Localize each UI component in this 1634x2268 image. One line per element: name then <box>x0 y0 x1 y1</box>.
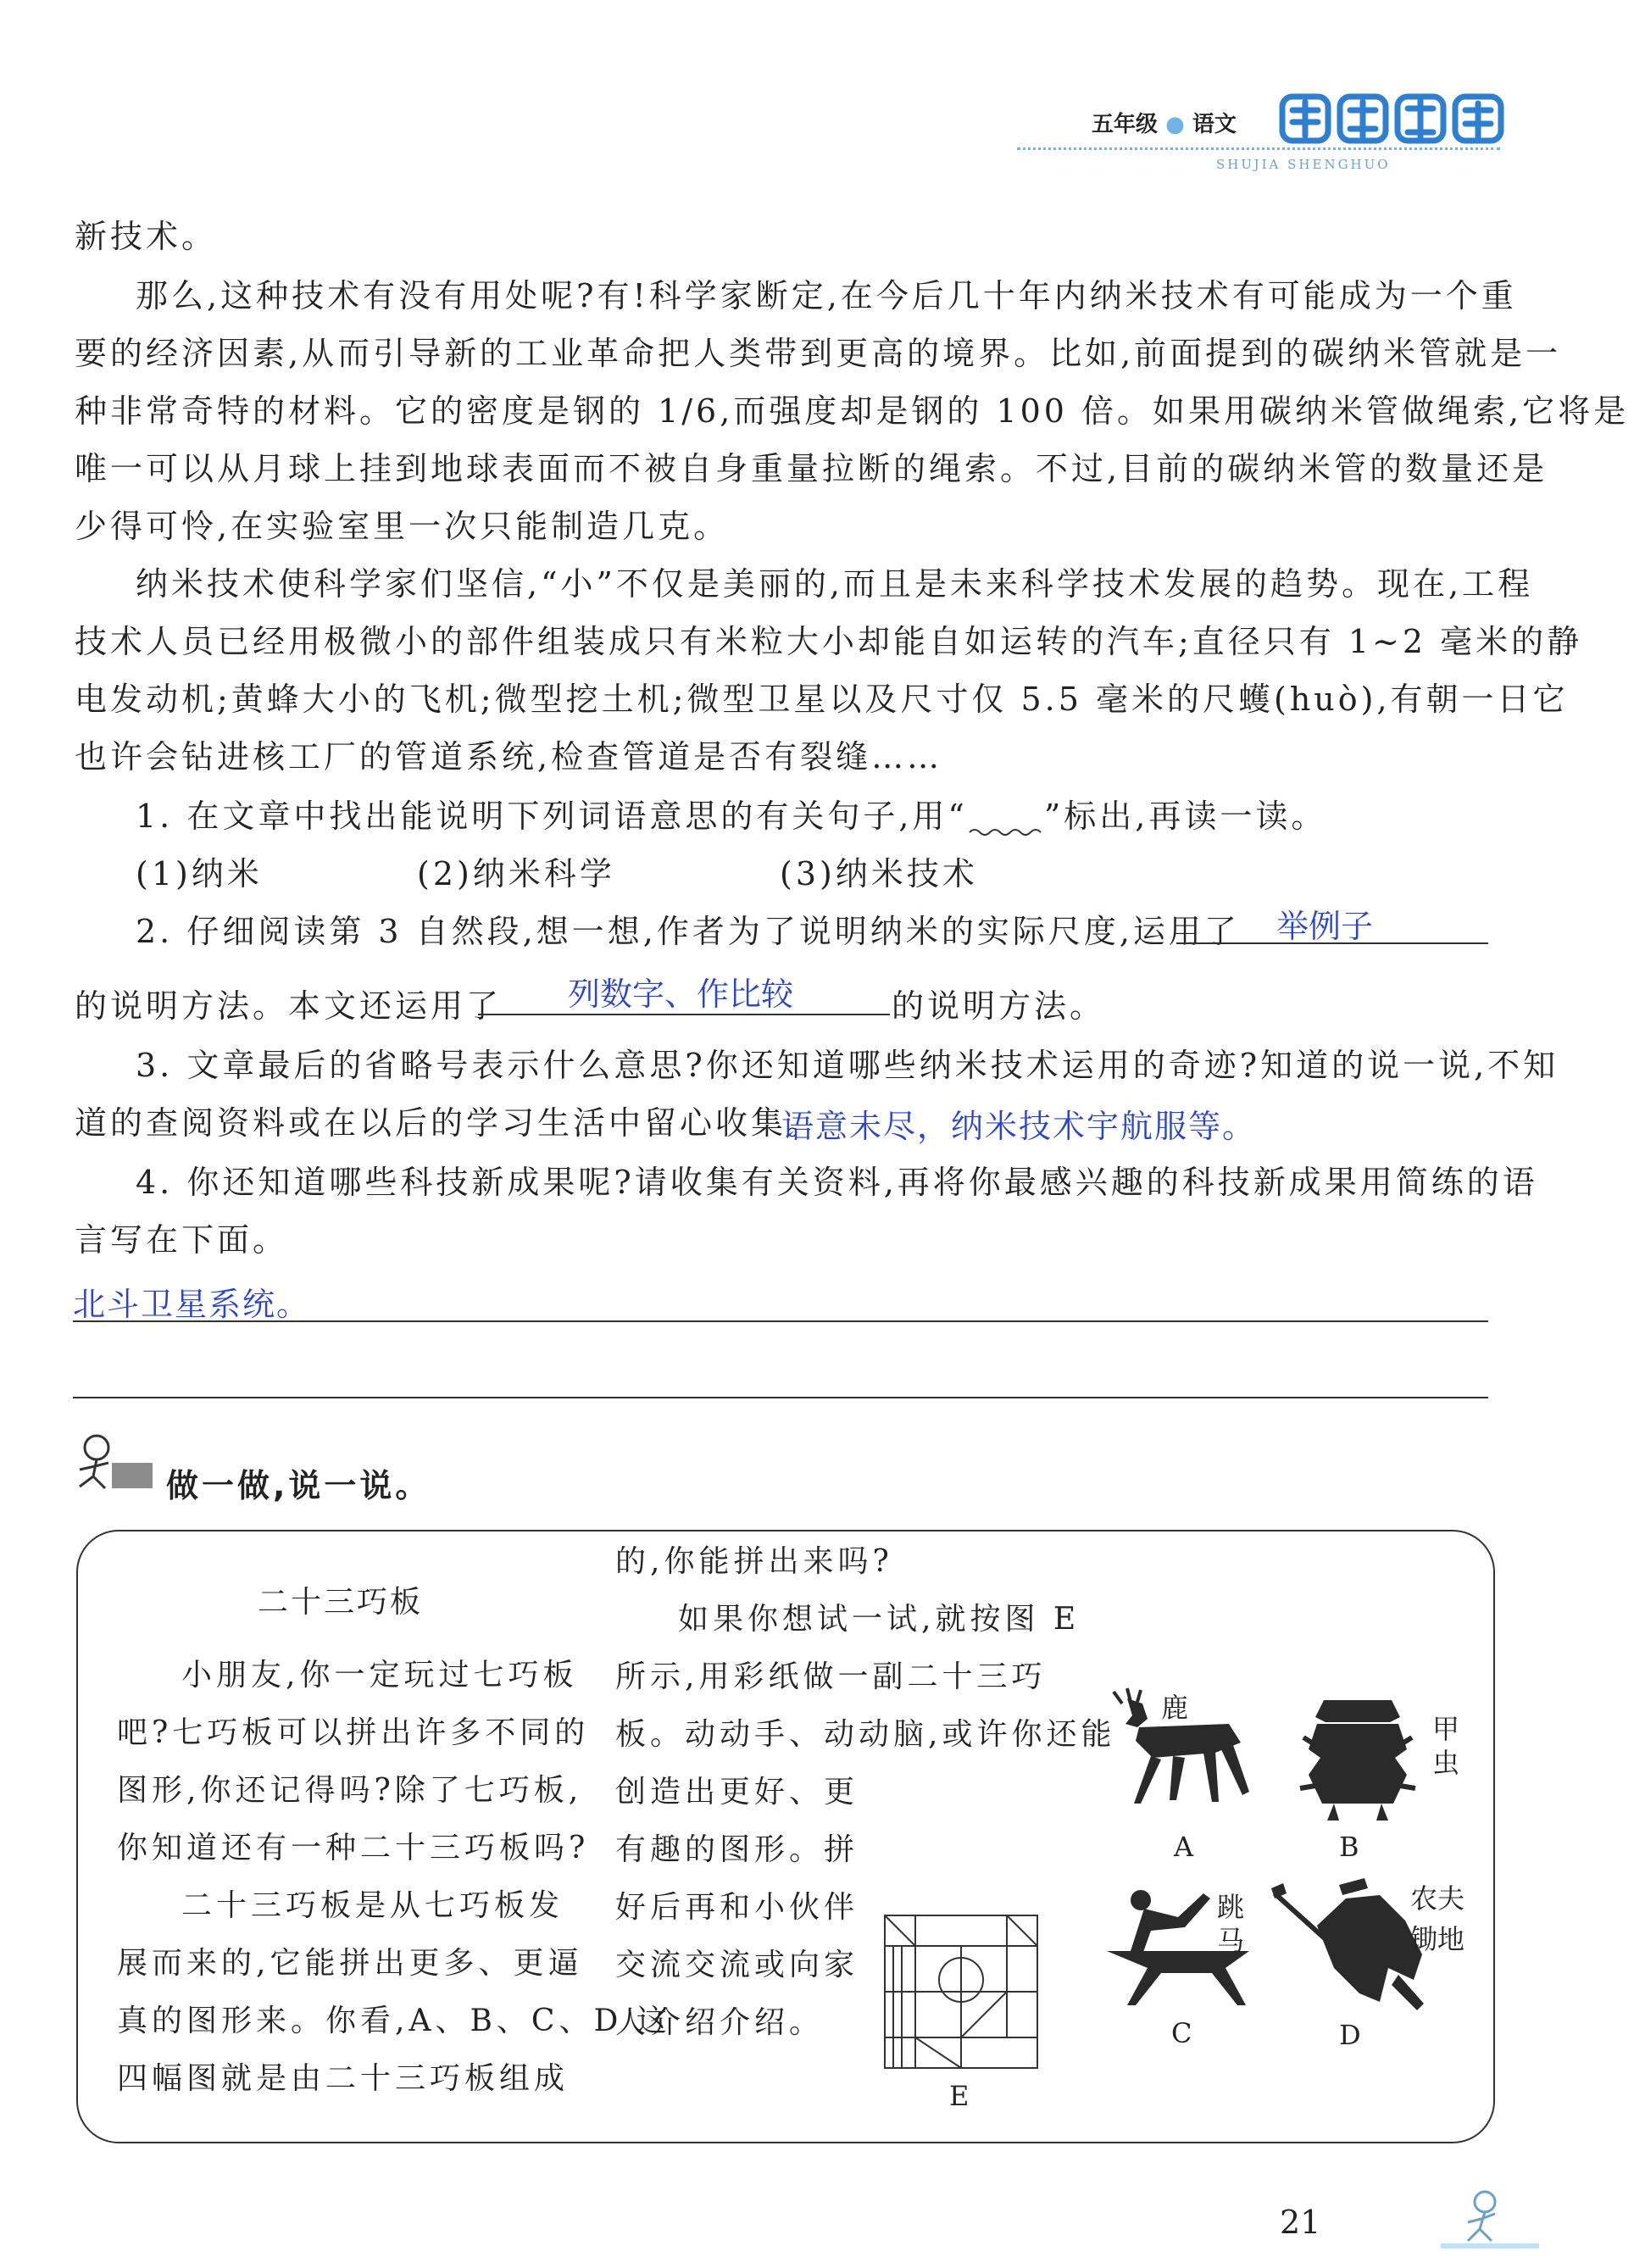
box-right-line: 的,你能拼出来吗? <box>615 1544 893 1579</box>
box-left-line: 二十三巧板是从七巧板发 <box>181 1888 564 1923</box>
intro-line: 新技术。 <box>75 218 218 255</box>
handwritten-answer: 语意未尽，纳米技术宇航服等。 <box>781 1108 1257 1145</box>
figure-name-text: 甲虫 <box>1432 1713 1460 1779</box>
box-left-line: 你知道还有一种二十三巧板吗? <box>117 1831 590 1865</box>
beetle-silhouette <box>1295 1695 1422 1822</box>
para3-line: 技术人员已经用极微小的部件组装成只有米粒大小却能自如运转的汽车;直径只有 1~2 毫米的静 <box>75 623 1583 660</box>
figure-label: E <box>949 2080 970 2112</box>
handwritten-answer: 列数字、作比较 <box>568 976 794 1013</box>
tangram-grid-figure-e <box>881 1912 1042 2073</box>
question-1 <box>136 790 1326 837</box>
question-4: 4. 你还知道哪些科技新成果呢?请收集有关资料,再将你最感兴趣的科技新成果用简练的语 <box>136 1164 1538 1201</box>
question-2-cont: 的说明方法。 <box>892 987 1106 1025</box>
answer-blank-2[interactable] <box>478 966 890 1015</box>
figure-label: A <box>1174 1831 1194 1863</box>
question-2: 2. 仔细阅读第 3 自然段,想一想,作者为了说明纳米的实际尺度,运用了 <box>136 913 1240 950</box>
running-kid-icon <box>1441 2187 1542 2254</box>
box-left-line: 图形,你还记得吗?除了七巧板, <box>117 1773 583 1808</box>
box-right-line: 交流交流或向家 <box>615 1948 859 1982</box>
box-title: 二十三巧板 <box>258 1585 424 1620</box>
figure-name: 鹿 <box>1161 1692 1189 1724</box>
answer-blank-1[interactable] <box>1176 900 1488 944</box>
para2-line: 那么,这种技术有没有用处呢?有!科学家断定,在今后几十年内纳米技术有可能成为一个重 <box>136 277 1517 314</box>
question-3-cont: 道的查阅资料或在以后的学习生活中留心收集。 <box>75 1104 823 1142</box>
header-grade-subject: 五年级 ● 语文 <box>1092 112 1237 137</box>
figure-name: 农夫锄地 <box>1410 1882 1465 1955</box>
question-4-cont: 言写在下面。 <box>75 1221 289 1259</box>
activity-title: 做一做,说一说。 <box>166 1467 431 1504</box>
figure-label: B <box>1339 1831 1359 1863</box>
box-left-line: 展而来的,它能拼出更多、更逼 <box>117 1946 583 1981</box>
brand-logo <box>1276 85 1513 153</box>
writing-line[interactable] <box>73 1397 1488 1398</box>
box-left-line: 真的图形来。你看,A、B、C、D 这 <box>117 2004 671 2038</box>
box-left-line: 吧?七巧板可以拼出许多不同的 <box>117 1715 590 1750</box>
figure-name <box>1432 1712 1463 1780</box>
figure-label: D <box>1339 2019 1361 2051</box>
question-2-cont: 的说明方法。本文还运用了 <box>75 987 503 1025</box>
box-left-line: 小朋友,你一定玩过七巧板 <box>181 1658 578 1693</box>
figure-label: C <box>1171 2017 1192 2049</box>
q1-item: (1)纳米 <box>136 855 263 892</box>
q1-item: (2)纳米科学 <box>417 855 615 892</box>
para2-line: 少得可怜,在实验室里一次只能制造几克。 <box>75 508 730 545</box>
box-right-line: 如果你想试一试,就按图 E <box>678 1602 1081 1637</box>
handwritten-answer: 北斗卫星系统。 <box>73 1286 311 1323</box>
question-3: 3. 文章最后的省略号表示什么意思?你还知道哪些纳米技术运用的奇迹?知道的说一说,不知 <box>136 1047 1559 1084</box>
para2-line: 种非常奇特的材料。它的密度是钢的 1/6,而强度却是钢的 100 倍。如果用碳纳米管做绳索,它将是 <box>75 392 1630 430</box>
box-right-line: 板。动动手、动动脑,或许你还能 <box>615 1717 1116 1752</box>
box-right-line: 创造出更好、更 <box>615 1775 859 1809</box>
wavy-line-sample <box>968 808 1044 831</box>
box-right-line: 人介绍介绍。 <box>615 2005 825 2040</box>
box-left-line: 四幅图就是由二十三巧板组成 <box>117 2061 570 2096</box>
figure-name <box>1217 1890 1248 1958</box>
page-number: 21 <box>1280 2204 1321 2241</box>
handwritten-answer: 举例子 <box>1276 908 1374 945</box>
box-right-line: 有趣的图形。拼 <box>615 1832 859 1867</box>
box-right-line: 好后再和小伙伴 <box>615 1890 859 1925</box>
para2-line: 唯一可以从月球上挂到地球表面而不被自身重量拉断的绳索。不过,目前的碳纳米管的数量还是 <box>75 450 1548 487</box>
grade-label: 五年级 <box>1092 112 1159 137</box>
running-kid-icon <box>71 1432 156 1493</box>
para3-line: 也许会钻进核工厂的管道系统,检查管道是否有裂缝…… <box>75 738 943 775</box>
subject-label: 语文 <box>1192 112 1237 137</box>
para3-line: 电发动机;黄蜂大小的飞机;微型挖土机;微型卫星以及尺寸仅 5.5 毫米的尺蠖(huò),有朝一日它 <box>75 681 1569 718</box>
box-right-line: 所示,用彩纸做一副二十三巧 <box>615 1659 1047 1694</box>
figure-name-text: 跳马 <box>1217 1891 1245 1957</box>
q1-item: (3)纳米技术 <box>780 855 978 892</box>
para3-line: 纳米技术使科学家们坚信,“小”不仅是美丽的,而且是未来科学技术发展的趋势。现在,工程 <box>136 565 1534 603</box>
para2-line: 要的经济因素,从而引导新的工业革命把人类带到更高的境界。比如,前面提到的碳纳米管就是一 <box>75 335 1562 372</box>
q1-text: ”标出,再读一读。 <box>1043 798 1327 835</box>
brand-pinyin: SHUJIA SHENGHUO <box>1216 157 1391 172</box>
header-divider <box>1017 147 1500 150</box>
q1-text: 1. 在文章中找出能说明下列词语意思的有关句子,用“ <box>136 798 968 835</box>
writing-line[interactable] <box>73 1320 1488 1322</box>
